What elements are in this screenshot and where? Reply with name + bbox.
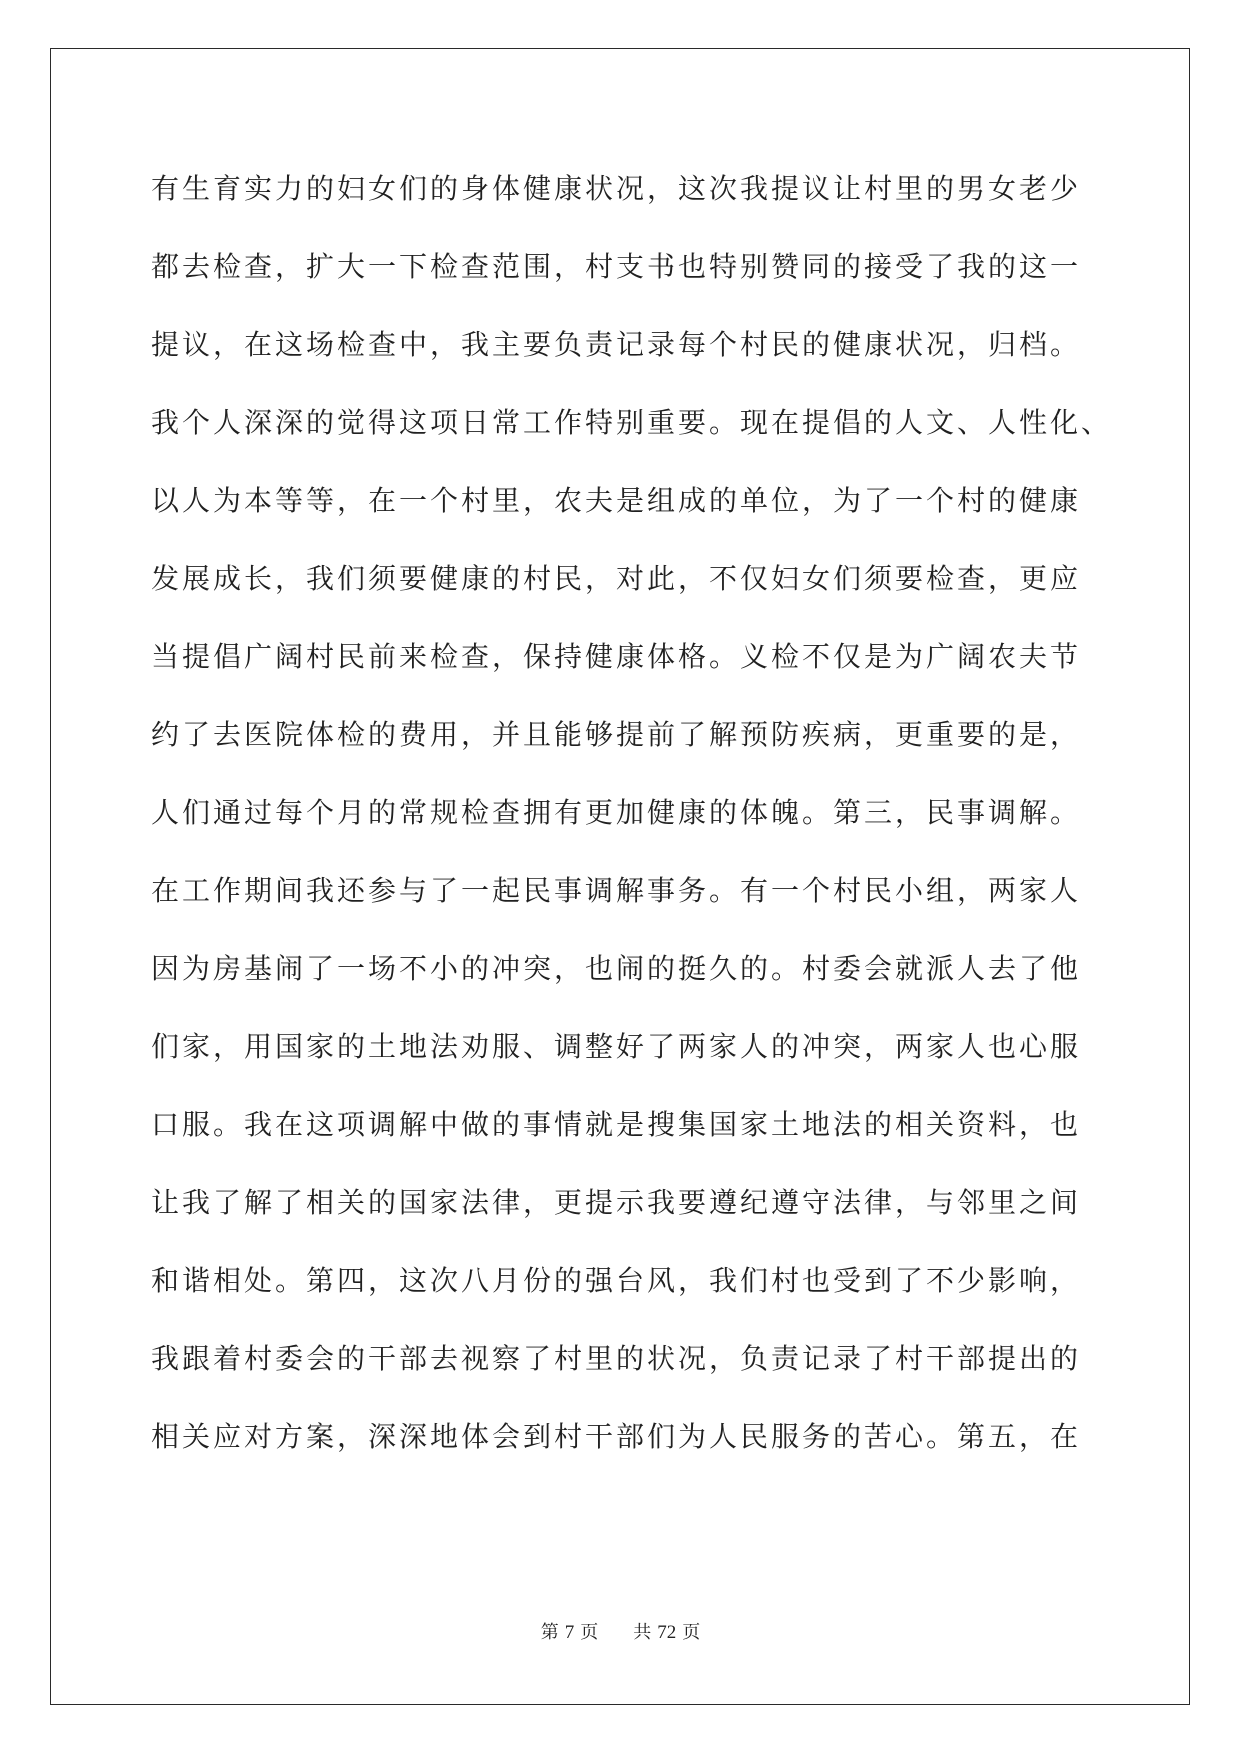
text-line: 有生育实力的妇女们的身体健康状况，这次我提议让村里的男女老少 <box>151 172 1082 205</box>
text-line: 相关应对方案，深深地体会到村干部们为人民服务的苦心。第五，在 <box>151 1420 1082 1453</box>
text-line: 让我了解了相关的国家法律，更提示我要遵纪遵守法律，与邻里之间 <box>151 1186 1082 1219</box>
text-line: 以人为本等等，在一个村里，农夫是组成的单位，为了一个村的健康 <box>151 484 1082 517</box>
text-line: 约了去医院体检的费用，并且能够提前了解预防疾病，更重要的是， <box>151 718 1082 751</box>
page-number: 7 <box>564 1622 575 1643</box>
text-line: 都去检查，扩大一下检查范围，村支书也特别赞同的接受了我的这一 <box>151 250 1082 283</box>
text-line: 和谐相处。第四，这次八月份的强台风，我们村也受到了不少影响， <box>151 1264 1082 1297</box>
page-number-label <box>538 1622 602 1643</box>
total-pages: 72 <box>657 1622 677 1643</box>
text-line: 提议，在这场检查中，我主要负责记录每个村民的健康状况，归档。 <box>151 328 1082 361</box>
text-line: 因为房基闹了一场不小的冲突，也闹的挺久的。村委会就派人去了他 <box>151 952 1082 985</box>
text-line: 我跟着村委会的干部去视察了村里的状况，负责记录了村干部提出的 <box>151 1342 1082 1375</box>
total-prefix: 共 <box>633 1622 652 1643</box>
text-line: 人们通过每个月的常规检查拥有更加健康的体魄。第三，民事调解。 <box>151 796 1082 829</box>
text-line: 当提倡广阔村民前来检查，保持健康体格。义检不仅是为广阔农夫节 <box>151 640 1082 673</box>
total-suffix: 页 <box>682 1622 701 1643</box>
page-prefix: 第 <box>540 1622 559 1643</box>
total-pages-label <box>630 1622 703 1643</box>
page-suffix: 页 <box>580 1622 599 1643</box>
text-line: 发展成长，我们须要健康的村民，对此，不仅妇女们须要检查，更应 <box>151 562 1082 595</box>
body-text <box>151 160 1111 1486</box>
page-footer <box>0 1618 1241 1644</box>
text-line: 我个人深深的觉得这项日常工作特别重要。现在提倡的人文、人性化、 <box>151 406 1113 439</box>
text-line: 们家，用国家的土地法劝服、调整好了两家人的冲突，两家人也心服 <box>151 1030 1082 1063</box>
text-line: 在工作期间我还参与了一起民事调解事务。有一个村民小组，两家人 <box>151 874 1082 907</box>
text-line: 口服。我在这项调解中做的事情就是搜集国家土地法的相关资料，也 <box>151 1108 1082 1141</box>
